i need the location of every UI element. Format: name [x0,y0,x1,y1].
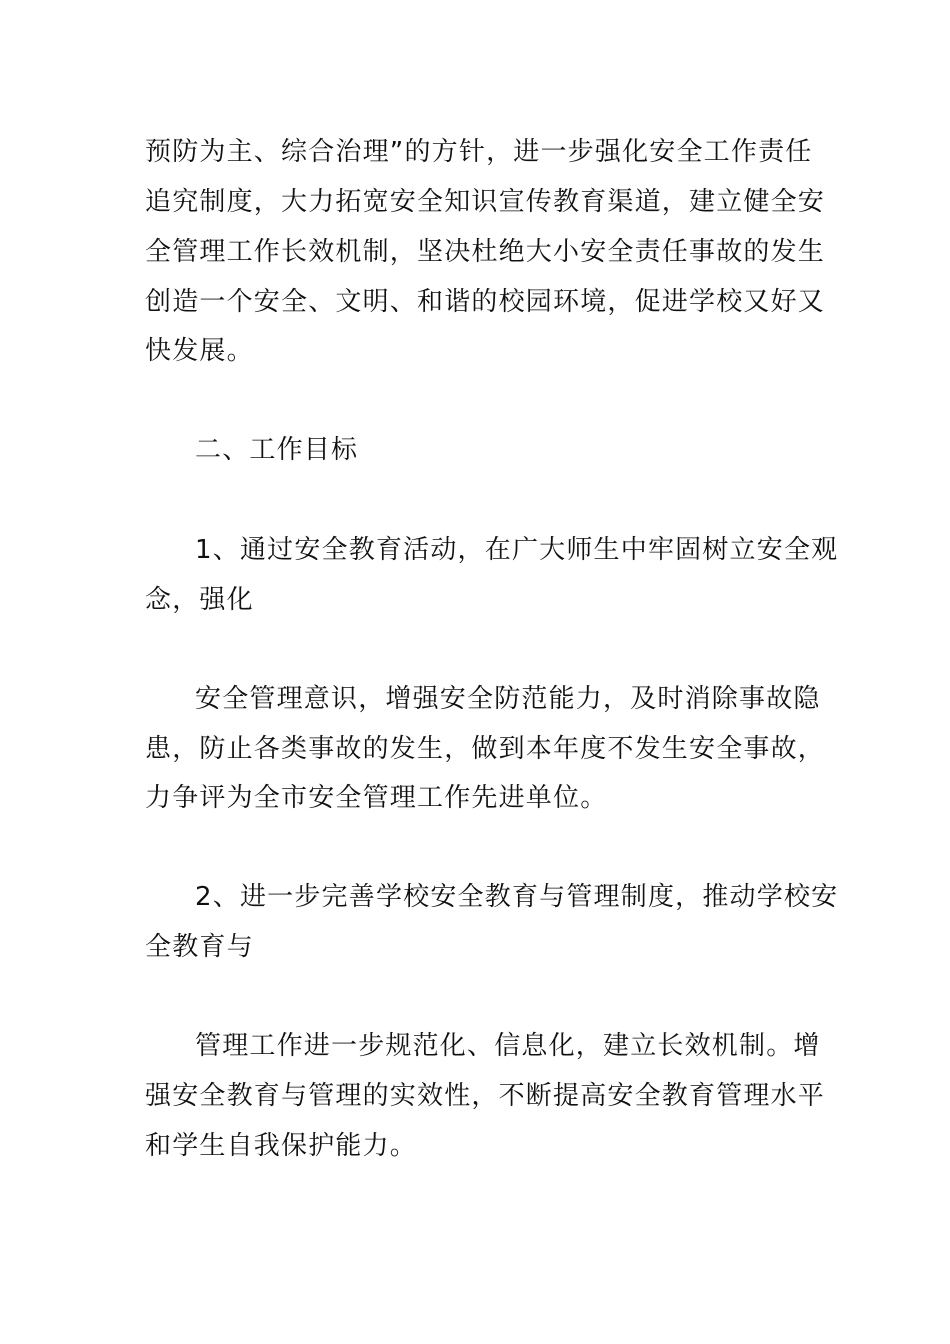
paragraph-intro-line-1: 预防为主、综合治理”的方针，进一步强化安全工作责任 [145,137,813,167]
paragraph-intro-line-4: 创造一个安全、文明、和谐的校园环境，促进学校又好又 [145,287,826,317]
item1-cont-line-2: 患，防止各类事故的发生，做到本年度不发生安全事故， [145,734,826,764]
paragraph-intro-line-3: 全管理工作长效机制，坚决杜绝大小安全责任事故的发生 [145,237,826,267]
item1-line-2: 念，强化 [145,585,254,615]
item2-line-2: 全教育与 [145,932,254,962]
section-heading: 二、工作目标 [195,435,359,465]
item2-cont-line-3: 和学生自我保护能力。 [145,1131,418,1161]
item1-cont-line-1: 安全管理意识，增强安全防范能力，及时消除事故隐 [195,684,821,714]
item1-line-1: 1、通过安全教育活动，在广大师生中牢固树立安全观 [195,535,839,565]
item2-cont-line-2: 强安全教育与管理的实效性，不断提高安全教育管理水平 [145,1081,826,1111]
item1-cont-line-3: 力争评为全市安全管理工作先进单位。 [145,783,608,813]
paragraph-intro-line-5: 快发展。 [145,336,254,366]
item2-line-1: 2、进一步完善学校安全教育与管理制度，推动学校安 [195,882,839,912]
item2-cont-line-1: 管理工作进一步规范化、信息化，建立长效机制。增 [195,1031,821,1061]
paragraph-intro-line-2: 追究制度，大力拓宽安全知识宣传教育渠道，建立健全安 [145,187,826,217]
